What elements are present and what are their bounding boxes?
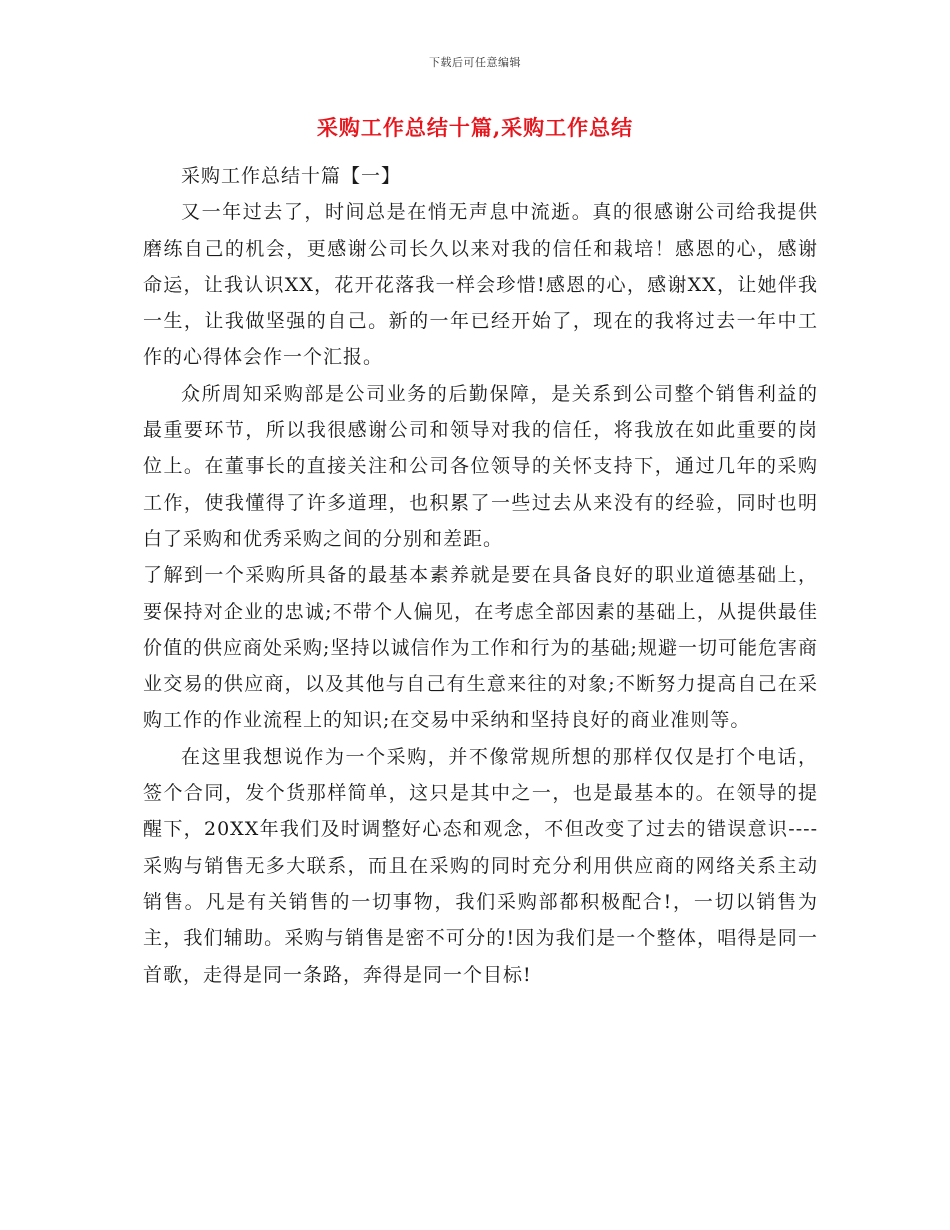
section-heading: 采购工作总结十篇【一】 bbox=[181, 165, 402, 187]
document-title: 采购工作总结十篇,采购工作总结 bbox=[316, 115, 634, 140]
paragraph: 众所周知采购部是公司业务的后勤保障，是关系到公司整个销售利益的最重要环节，所以我很感谢公司和领导对我的信任，将我放在如此重要的岗位上。在董事长的直接关注和公司各位领导的关怀支持下，通过几年的采购工作，使我懂得了许多道理，也积累了一些过去从来没有的经验，同时也明白了采购和优秀采购之间的分别和差距。 bbox=[143, 382, 818, 550]
header-note: 下载后可任意编辑 bbox=[429, 56, 521, 69]
paragraph: 在这里我想说作为一个采购，并不像常规所想的那样仅仅是打个电话，签个合同，发个货那样简单，这只是其中之一，也是最基本的。在领导的提醒下，20XX年我们及时调整好心态和观念，不但改变了过去的错误意识----采购与销售无多大联系，而且在采购的同时充分利用供应商的网络关系主动销售。凡是有关销售的一切事物，我们采购部都积极配合!，一切以销售为主，我们辅助。采购与销售是密不可分的!因为我们是一个整体，唱得是同一首歌，走得是同一条路，奔得是同一个目标! bbox=[143, 745, 818, 986]
document-body bbox=[143, 158, 818, 993]
paragraph: 了解到一个采购所具备的最基本素养就是要在具备良好的职业道德基础上，要保持对企业的忠诚;不带个人偏见，在考虑全部因素的基础上，从提供最佳价值的供应商处采购;坚持以诚信作为工作和行为的基础;规避一切可能危害商业交易的供应商，以及其他与自己有生意来往的对象;不断努力提高自己在采购工作的作业流程上的知识;在交易中采纳和坚持良好的商业准则等。 bbox=[143, 564, 818, 732]
paragraph: 又一年过去了，时间总是在悄无声息中流逝。真的很感谢公司给我提供磨练自己的机会，更感谢公司长久以来对我的信任和栽培！感恩的心，感谢命运，让我认识XX，花开花落我一样会珍惜!感恩的心，感谢XX，让她伴我一生，让我做坚强的自己。新的一年已经开始了，现在的我将过去一年中工作的心得体会作一个汇报。 bbox=[143, 201, 818, 369]
